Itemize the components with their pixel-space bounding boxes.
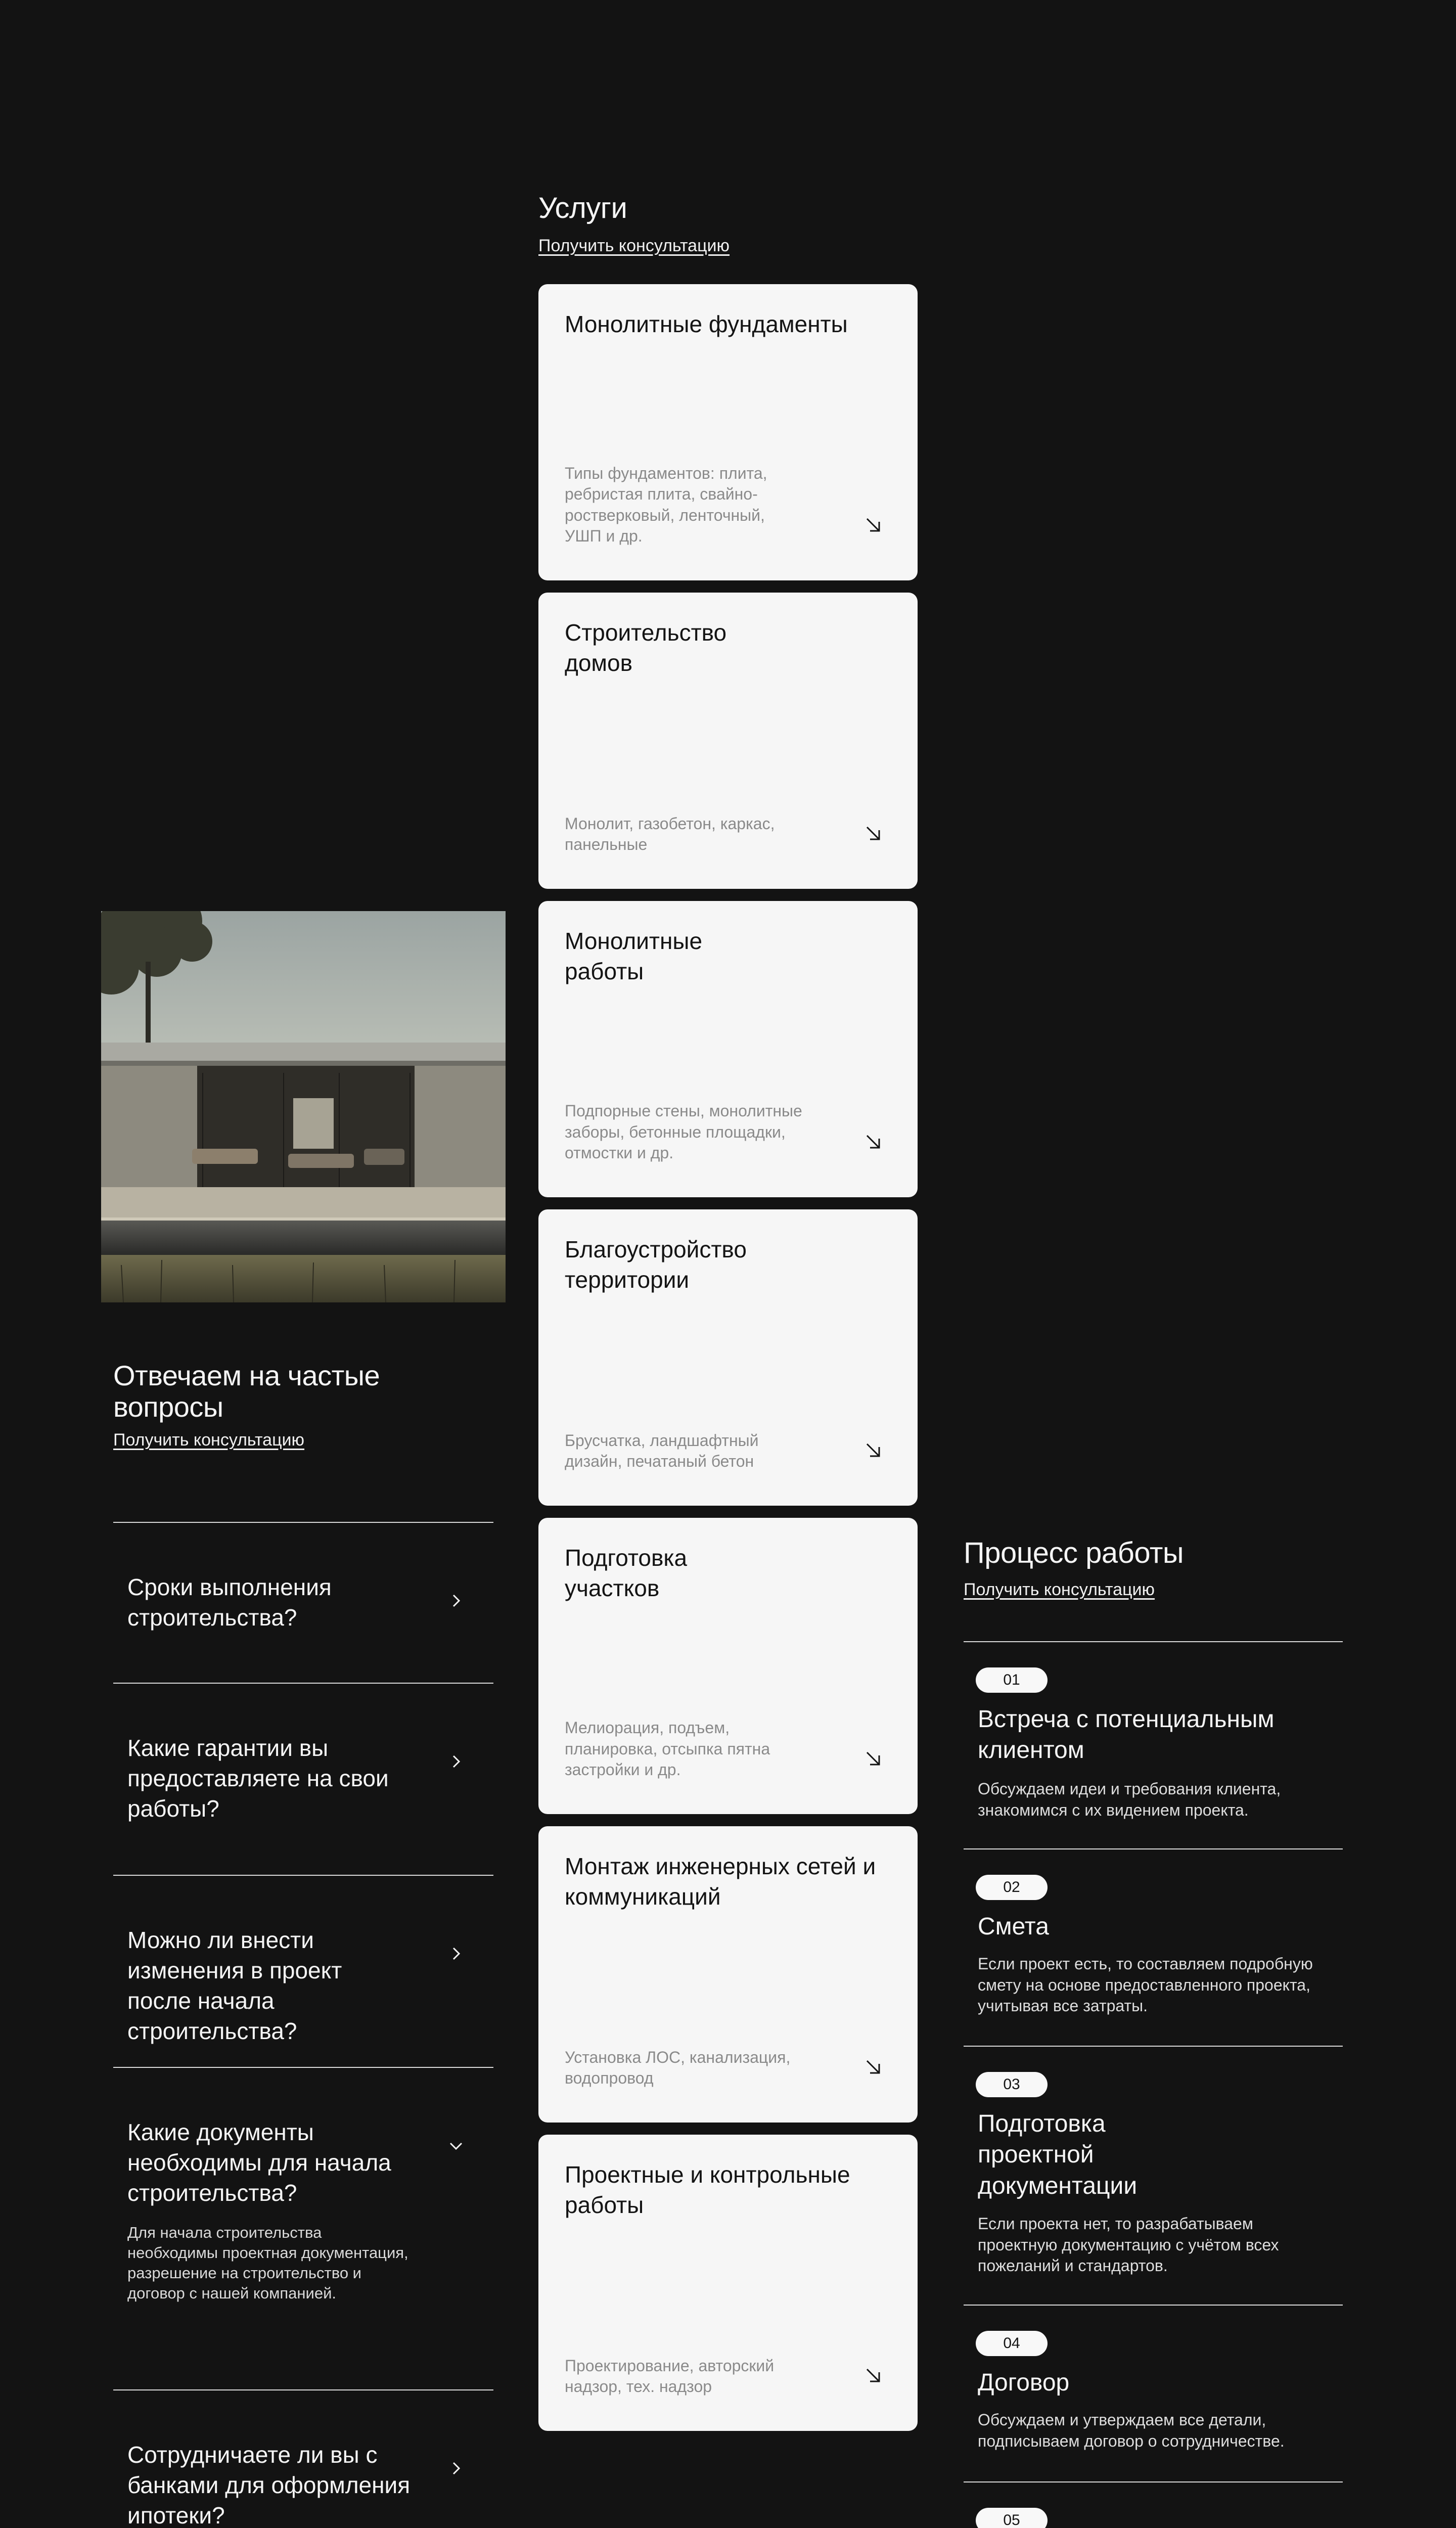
process-section xyxy=(964,1537,1343,2528)
step-number-badge: 01 xyxy=(976,1667,1048,1693)
step-desc: Если проект есть, то составляем подробную смету на основе предоставленного проекта, учитывая все затраты. xyxy=(978,1954,1313,2015)
service-card-houses[interactable] xyxy=(538,593,918,889)
process-step xyxy=(964,2306,1343,2482)
house-photo xyxy=(101,911,506,1302)
service-card-desc: Установка ЛОС, канализация, водопровод xyxy=(565,2048,791,2088)
service-card-desc: Подпорные стены, монолитные заборы, бетонные площадки, отмостки и др. xyxy=(565,1102,802,1162)
faq-question: Какие документы необходимы для начала строительства? xyxy=(127,2119,391,2206)
step-number-badge: 02 xyxy=(976,1875,1048,1900)
service-card-design-control[interactable] xyxy=(538,2135,918,2431)
process-title: Процесс работы xyxy=(964,1537,1184,1569)
service-card-desc: Мелиорация, подъем, планировка, отсыпка пятна застройки и др. xyxy=(565,1719,770,1779)
chevron-right-icon xyxy=(449,1754,463,1769)
chevron-right-icon xyxy=(449,1947,463,1961)
arrow-down-right-icon xyxy=(865,1750,881,1767)
services-section xyxy=(538,192,918,2443)
faq-title: Отвечаем на частые вопросы xyxy=(113,1360,380,1423)
arrow-down-right-icon xyxy=(865,2367,881,2383)
services-consult-link[interactable]: Получить консультацию xyxy=(538,236,730,255)
faq-question: Сотрудничаете ли вы с банками для оформления ипотеки? xyxy=(127,2442,411,2528)
chevron-right-icon xyxy=(449,1594,463,1608)
faq-list xyxy=(113,1522,493,2528)
step-desc: Обсуждаем и утверждаем все детали, подписываем договор о сотрудничестве. xyxy=(978,2410,1285,2450)
service-card-foundations[interactable] xyxy=(538,284,918,580)
service-card-site-preparation[interactable] xyxy=(538,1518,918,1814)
faq-question: Какие гарантии вы предоставляете на свои работы? xyxy=(127,1735,389,1822)
service-card-title: Подготовка участков xyxy=(565,1544,688,1601)
service-card-monolithic-works[interactable] xyxy=(538,901,918,1197)
services-title: Услуги xyxy=(538,192,627,224)
step-title: Подготовка проектной документации xyxy=(978,2110,1138,2199)
service-card-title: Монтаж инженерных сетей и коммуникаций xyxy=(565,1853,876,1910)
service-card-title: Монолитные фундаменты xyxy=(565,310,848,337)
arrow-down-right-icon xyxy=(865,517,881,533)
step-number-badge: 04 xyxy=(976,2331,1048,2356)
faq-consult-link[interactable]: Получить консультацию xyxy=(113,1430,305,1450)
modern-house-illustration xyxy=(101,911,506,1302)
faq-answer: Для начала строительства необходимы проектная документация, разрешение на строительство и договор с нашей компанией. xyxy=(127,2223,408,2303)
step-desc: Если проекта нет, то разрабатываем проектную документацию с учётом всех пожеланий и стандартов. xyxy=(978,2214,1279,2275)
services-cards xyxy=(538,284,918,2431)
step-desc: Обсуждаем идеи и требования клиента, знакомимся с их видением проекта. xyxy=(978,1779,1281,1819)
process-step xyxy=(964,2047,1343,2306)
service-card-utilities[interactable] xyxy=(538,1826,918,2123)
service-card-title: Проектные и контрольные работы xyxy=(565,2161,850,2218)
faq-question: Можно ли внести изменения в проект после начала строительства? xyxy=(127,1927,342,2044)
faq-question: Сроки выполнения строительства? xyxy=(127,1574,332,1631)
process-step xyxy=(964,1849,1343,2047)
process-step xyxy=(964,1642,1343,1849)
process-steps xyxy=(964,1641,1343,2528)
service-card-title: Монолитные работы xyxy=(565,927,703,984)
service-card-title: Благоустройство территории xyxy=(565,1236,747,1293)
service-card-desc: Типы фундаментов: плита, ребристая плита, свайно-ростверковый, ленточный, УШП и др. xyxy=(565,464,767,546)
process-consult-link[interactable]: Получить консультацию xyxy=(964,1579,1155,1599)
faq-item[interactable] xyxy=(113,1684,493,1876)
service-card-desc: Монолит, газобетон, каркас, панельные xyxy=(565,814,775,854)
arrow-down-right-icon xyxy=(865,2059,881,2075)
faq-section xyxy=(113,1360,493,2528)
step-title: Договор xyxy=(978,2369,1070,2396)
chevron-down-icon xyxy=(449,2139,463,2153)
faq-item[interactable] xyxy=(113,1523,493,1684)
service-card-landscaping[interactable] xyxy=(538,1209,918,1506)
faq-item[interactable] xyxy=(113,1876,493,2068)
step-number-badge: 03 xyxy=(976,2072,1048,2097)
arrow-down-right-icon xyxy=(865,825,881,841)
faq-item[interactable] xyxy=(113,2390,493,2528)
arrow-down-right-icon xyxy=(865,1134,881,1150)
arrow-down-right-icon xyxy=(865,1442,881,1458)
faq-item-open[interactable] xyxy=(113,2068,493,2390)
service-card-desc: Брусчатка, ландшафтный дизайн, печатаный бетон xyxy=(565,1431,759,1471)
service-card-desc: Проектирование, авторский надзор, тех. надзор xyxy=(565,2356,775,2396)
step-number-badge: 05 xyxy=(976,2508,1048,2528)
chevron-right-icon xyxy=(449,2461,463,2475)
process-step xyxy=(964,2482,1343,2528)
step-title: Встреча с потенциальным клиентом xyxy=(978,1705,1275,1764)
service-card-title: Строительство домов xyxy=(565,619,727,676)
step-title: Смета xyxy=(978,1913,1049,1940)
